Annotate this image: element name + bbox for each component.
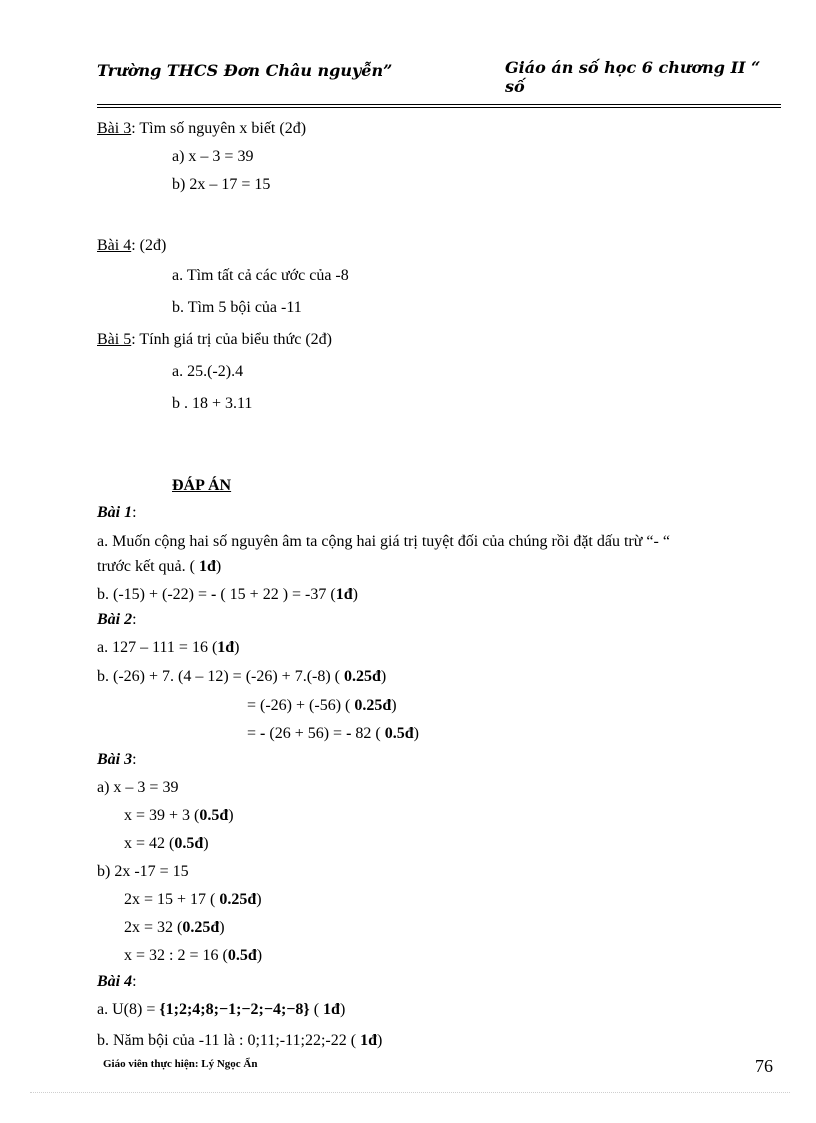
- footer-teacher: Giáo viên thực hiện: Lý Ngọc Ẩn: [103, 1058, 258, 1070]
- text-line: [172, 394, 252, 414]
- text-line: [97, 119, 306, 139]
- text-run: 0.5đ: [227, 947, 257, 964]
- text-run: Bài 3: [97, 120, 132, 137]
- text-run: b. (-26) + 7. (4 – 12) = (-26) + 7.(-8) (: [97, 668, 345, 685]
- text-run: ): [339, 1001, 346, 1018]
- text-run: b . 18 + 3.11: [172, 395, 253, 412]
- text-run: ): [219, 919, 225, 936]
- text-run: Bài 4: [97, 973, 133, 990]
- text-line: [124, 806, 234, 826]
- text-run: : Tìm số nguyên x biết (2đ): [131, 120, 307, 137]
- text-line: [247, 696, 397, 716]
- header-school: Trường THCS Đơn Châu nguyễn”: [97, 61, 393, 80]
- text-run: ): [391, 697, 397, 714]
- page-number: 76: [755, 1056, 773, 1076]
- text-run: b) 2x – 17 = 15: [172, 176, 271, 193]
- text-run: 0.25đ: [219, 891, 257, 908]
- text-run: 0.5đ: [384, 725, 414, 742]
- text-run: Bài 2: [97, 611, 133, 628]
- text-line: [97, 778, 178, 798]
- text-run: b. Năm bội của -11 là : 0;11;-11;22;-22 (: [97, 1032, 361, 1049]
- text-run: a. U(8) =: [97, 1001, 160, 1018]
- text-line: [97, 750, 137, 770]
- text-line: [97, 972, 137, 992]
- text-run: ): [203, 835, 209, 852]
- text-run: 1đ: [217, 639, 235, 656]
- text-line: [97, 557, 221, 577]
- text-run: ): [352, 586, 358, 603]
- text-line: [172, 147, 253, 167]
- text-run: x = 32 : 2 = 16 (: [124, 947, 228, 964]
- text-line: [124, 834, 209, 854]
- text-line: [97, 638, 240, 658]
- text-line: [172, 476, 231, 496]
- text-run: a. Tìm tất cả các ước của -8: [172, 267, 349, 284]
- text-run: a. 25.(-2).4: [172, 363, 244, 380]
- text-run: x = 42 (: [124, 835, 175, 852]
- text-line: [97, 236, 166, 256]
- text-line: [124, 918, 225, 938]
- text-run: (26 + 56) =: [265, 725, 347, 742]
- text-run: b) 2x -17 = 15: [97, 863, 189, 880]
- text-line: [97, 532, 670, 552]
- text-run: b. Tìm 5 bội của -11: [172, 299, 302, 316]
- text-line: [97, 667, 386, 687]
- text-run: ): [256, 891, 262, 908]
- text-line: [97, 503, 137, 523]
- text-line: [97, 1000, 345, 1020]
- text-run: 0.5đ: [174, 835, 204, 852]
- text-run: ): [228, 807, 234, 824]
- text-run: :: [132, 751, 137, 768]
- text-run: -: [211, 586, 217, 603]
- header-rule-bottom: [97, 107, 781, 108]
- text-run: (: [309, 1001, 324, 1018]
- text-run: 1đ: [323, 1001, 340, 1018]
- text-line: [97, 1031, 382, 1051]
- text-line: [97, 862, 189, 882]
- text-line: [247, 724, 419, 744]
- text-line: [97, 610, 137, 630]
- text-run: ( 15 + 22 ) = -37 (: [216, 586, 336, 603]
- text-run: 0.25đ: [182, 919, 220, 936]
- text-run: 0.25đ: [344, 668, 381, 685]
- text-run: a. 127 – 111 = 16 (: [97, 639, 218, 656]
- text-run: -: [346, 725, 352, 742]
- text-run: : Tính giá trị của biểu thức (2đ): [131, 331, 332, 348]
- text-line: [172, 266, 349, 286]
- text-line: [172, 298, 302, 318]
- text-run: 1đ: [360, 1032, 377, 1049]
- text-run: ): [376, 1032, 383, 1049]
- text-line: [172, 362, 243, 382]
- text-run: : (2đ): [131, 237, 167, 254]
- text-run: =: [247, 725, 261, 742]
- text-line: [97, 585, 358, 605]
- text-run: ĐÁP ÁN: [172, 477, 232, 494]
- text-run: 0.25đ: [354, 697, 392, 714]
- page-divider: [30, 1092, 790, 1093]
- text-run: a. Muốn cộng hai số nguyên âm ta cộng hai giá trị tuyệt đối của chúng rồi đặt dấu trừ “- “: [97, 533, 670, 550]
- text-run: Bài 1: [97, 504, 133, 521]
- text-run: 2x = 32 (: [124, 919, 183, 936]
- text-run: trước kết quả. (: [97, 558, 199, 575]
- text-run: ): [413, 725, 419, 742]
- text-run: ): [256, 947, 263, 964]
- text-run: Bài 3: [97, 751, 133, 768]
- text-run: Bài 5: [97, 331, 132, 348]
- text-run: :: [132, 504, 137, 521]
- text-line: [124, 946, 262, 966]
- text-run: ): [215, 558, 222, 575]
- header-rule-top: [97, 104, 781, 105]
- text-run: :: [132, 973, 137, 990]
- text-run: 82 (: [351, 725, 385, 742]
- text-run: a) x – 3 = 39: [172, 148, 254, 165]
- text-run: ): [380, 668, 387, 685]
- text-run: = (-26) + (-56) (: [247, 697, 355, 714]
- text-run: 2x = 15 + 17 (: [124, 891, 220, 908]
- text-run: 0.5đ: [199, 807, 229, 824]
- header-title: Giáo án số học 6 chương II “ số: [505, 58, 761, 96]
- text-run: Bài 4: [97, 237, 132, 254]
- text-run: :: [132, 611, 137, 628]
- text-run: -: [260, 725, 266, 742]
- text-run: 1đ: [198, 558, 216, 575]
- text-run: ): [234, 639, 240, 656]
- text-run: 1đ: [335, 586, 353, 603]
- text-run: {1;2;4;8;−1;−2;−4;−8}: [159, 1001, 310, 1018]
- text-line: [97, 330, 332, 350]
- text-run: b. (-15) + (-22) =: [97, 586, 212, 603]
- text-run: a) x – 3 = 39: [97, 779, 179, 796]
- text-line: [124, 890, 262, 910]
- text-line: [172, 175, 270, 195]
- text-run: x = 39 + 3 (: [124, 807, 200, 824]
